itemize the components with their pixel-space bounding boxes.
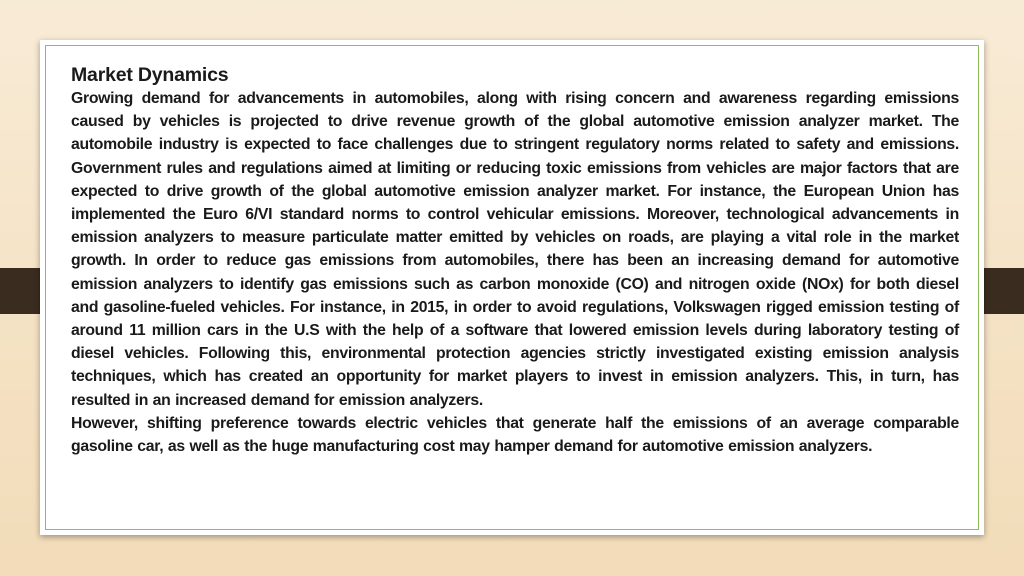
slide-title: Market Dynamics bbox=[71, 64, 229, 86]
body-paragraph-1: Growing demand for advancements in automobiles, along with rising concern and awareness regarding emissions caused by vehicles is projected to drive revenue growth of the global automotive emission analyzer market. The automobile industry is expected to face challenges due to stringent regulatory norms related to safety and emissions. Government rules and regulations aimed at limiting or reducing toxic emissions from vehicles are major factors that are expected to drive growth of the global automotive emission analyzer market. For instance, the European Union has implemented the Euro 6/VI standard norms to control vehicular emissions. Moreover, technological advancements in emission analyzers to measure particulate matter emitted by vehicles on roads, are playing a vital role in the market growth. In order to reduce gas emissions from automobiles, there has been an increasing demand for automotive emission analyzers to identify gas emissions such as carbon monoxide (CO) and nitrogen oxide (NOx) for both diesel and gasoline-fueled vehicles. For instance, in 2015, in order to avoid regulations, Volkswagen rigged emission testing of around 11 million cars in the U.S with the help of a software that lowered emission levels during laboratory testing of diesel vehicles. Following this, environmental protection agencies strictly investigated existing emission analysis techniques, which has created an opportunity for market players to invest in emission analyzers. This, in turn, has resulted in an increased demand for emission analyzers. bbox=[71, 90, 959, 409]
body-paragraph-2: However, shifting preference towards electric vehicles that generate half the emissions of an average comparable gasoline car, as well as the huge manufacturing cost may hamper demand for automotive emission analyzers. bbox=[71, 414, 959, 456]
slide-content bbox=[71, 64, 959, 458]
content-card bbox=[40, 40, 984, 535]
